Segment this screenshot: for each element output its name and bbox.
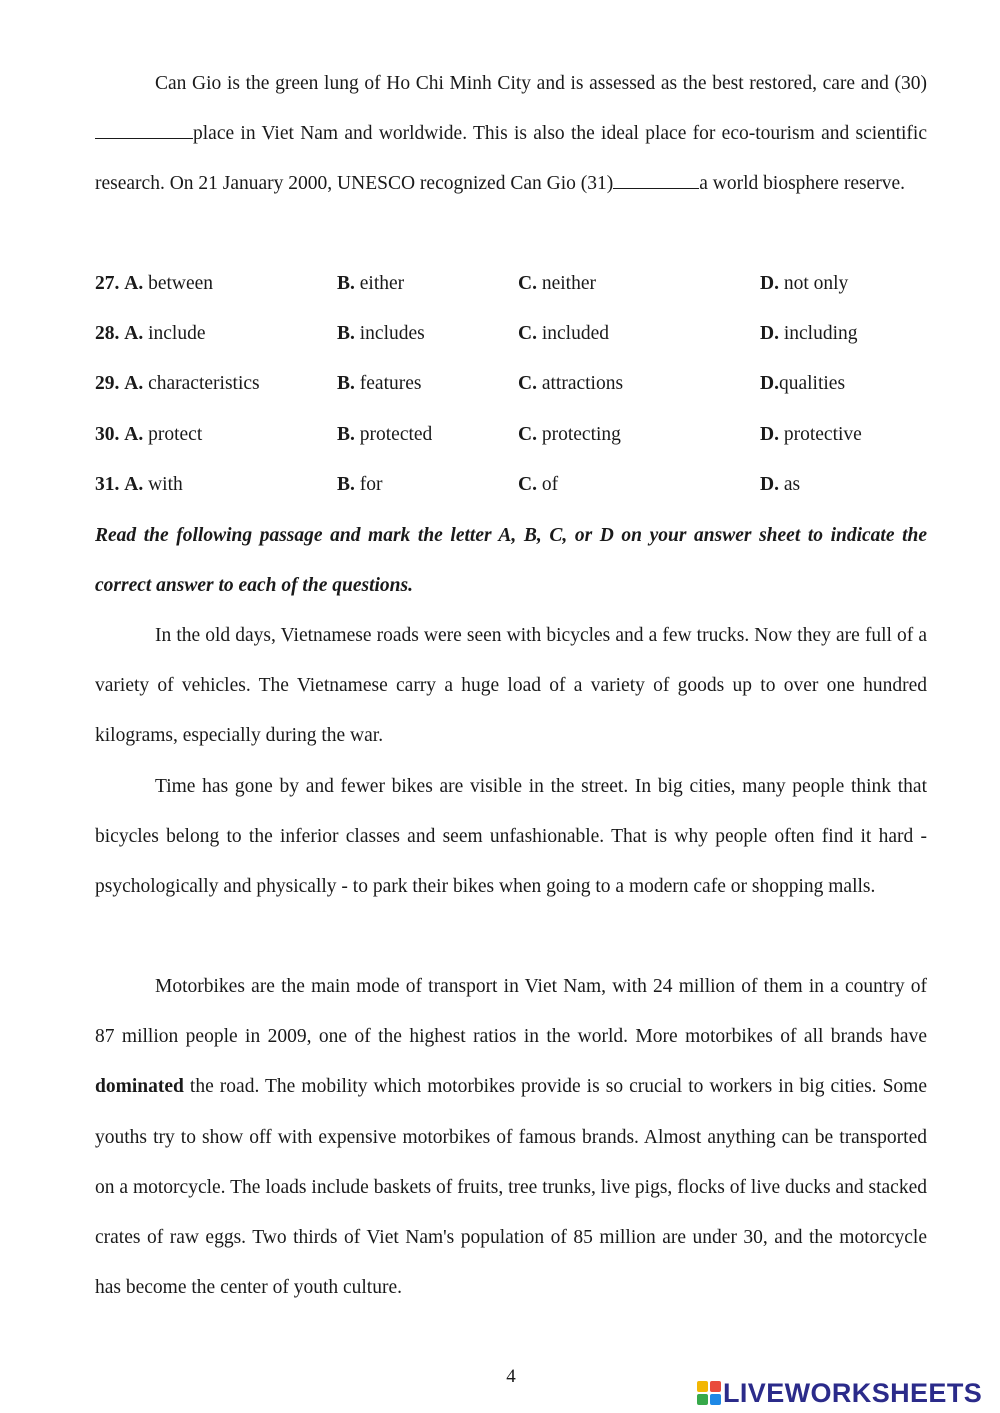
option-text: characteristics bbox=[148, 373, 260, 395]
paragraph-text: Time has gone by and fewer bikes are visible in the street. In big cities, many people think that bicycles belong to the inferior classes and seem unfashionable. That is why people often find it hard - psychologically and physically - to park their bikes when going to a modern cafe or shopping malls. bbox=[95, 776, 927, 898]
reading-instruction: Read the following passage and mark the letter A, B, C, or D on your answer sheet to indicate the correct answer to each of the questions. bbox=[95, 525, 927, 597]
option-d[interactable] bbox=[760, 359, 845, 409]
option-text: for bbox=[359, 473, 383, 495]
option-b[interactable] bbox=[337, 309, 425, 359]
passage-text: a world biosphere reserve. bbox=[699, 173, 905, 195]
option-text: include bbox=[148, 323, 206, 345]
question-number: 29. bbox=[95, 373, 120, 395]
logo-square bbox=[697, 1394, 708, 1405]
option-text: not only bbox=[783, 273, 849, 294]
paragraph-text: Motorbikes are the main mode of transport in Viet Nam, with 24 million of them in a country of 87 million people in 2009, one of the highest ratios in the world. More motorbikes of all brands have bbox=[95, 976, 927, 1048]
option-letter: C. bbox=[518, 473, 537, 495]
option-c[interactable] bbox=[518, 460, 558, 510]
option-a[interactable] bbox=[95, 309, 206, 359]
option-text: of bbox=[541, 473, 559, 495]
option-letter: B. bbox=[337, 373, 355, 395]
option-d[interactable] bbox=[760, 259, 848, 309]
option-text: protective bbox=[783, 423, 862, 445]
option-text: either bbox=[359, 273, 405, 294]
option-letter: C. bbox=[518, 273, 537, 294]
option-letter: B. bbox=[337, 273, 355, 294]
question-row bbox=[95, 309, 927, 359]
passage-text: and (30) bbox=[860, 73, 928, 94]
passage-text: place in Viet Nam and worldwide. This is also the ideal place for eco-tourism and scientific research. On 21 January 2000, UNESCO recognized Can Gio bbox=[95, 123, 927, 195]
option-text: features bbox=[359, 373, 422, 395]
option-letter: B. bbox=[337, 323, 355, 345]
paragraph-text: In the old days, Vietnamese roads were seen with bicycles and a few trucks. Now they are full of a variety of vehicles. The Vietnamese carry a huge load of a variety of goods up to over one hundred kilograms, especially during the war. bbox=[95, 625, 927, 747]
option-text: between bbox=[148, 273, 214, 294]
option-text: neither bbox=[541, 273, 596, 294]
question-number: 28. bbox=[95, 323, 120, 345]
option-text: including bbox=[783, 323, 858, 345]
option-letter: D. bbox=[760, 473, 779, 495]
highlighted-word: dominated bbox=[95, 1076, 184, 1098]
option-a[interactable] bbox=[95, 410, 202, 460]
option-a[interactable] bbox=[95, 359, 260, 409]
passage-text: (31) bbox=[580, 173, 614, 195]
question-row bbox=[95, 359, 927, 409]
option-letter: A. bbox=[124, 423, 144, 445]
option-letter: C. bbox=[518, 423, 537, 445]
blank-30[interactable] bbox=[95, 121, 193, 139]
option-letter: A. bbox=[124, 273, 144, 294]
passage-paragraph-2 bbox=[95, 762, 927, 913]
option-text: protected bbox=[359, 423, 433, 445]
option-a[interactable] bbox=[95, 460, 183, 510]
passage-paragraph-3 bbox=[95, 962, 927, 1313]
option-c[interactable] bbox=[518, 259, 596, 309]
option-text: protect bbox=[148, 423, 203, 445]
question-number: 31. bbox=[95, 473, 120, 495]
passage-line: Can Gio is the green lung of Ho Chi Minh City and is assessed as the best restored, care bbox=[155, 73, 856, 94]
option-text: included bbox=[541, 323, 609, 345]
question-row bbox=[95, 410, 927, 460]
option-text: attractions bbox=[541, 373, 624, 395]
option-d[interactable] bbox=[760, 309, 858, 359]
passage-can-gio bbox=[95, 59, 927, 210]
logo-text: LIVEWORKSHEETS bbox=[723, 1378, 983, 1408]
logo-square bbox=[697, 1381, 708, 1392]
option-d[interactable] bbox=[760, 410, 862, 460]
option-text: protecting bbox=[541, 423, 621, 445]
logo-squares-icon bbox=[697, 1381, 721, 1405]
option-c[interactable] bbox=[518, 309, 609, 359]
logo-square bbox=[710, 1381, 721, 1392]
question-row bbox=[95, 259, 927, 309]
option-letter: D. bbox=[760, 373, 779, 395]
option-b[interactable] bbox=[337, 460, 383, 510]
option-d[interactable] bbox=[760, 460, 800, 510]
option-b[interactable] bbox=[337, 259, 404, 309]
logo-square bbox=[710, 1394, 721, 1405]
option-letter: D. bbox=[760, 423, 779, 445]
option-letter: A. bbox=[124, 323, 144, 345]
option-letter: A. bbox=[124, 473, 144, 495]
option-text: as bbox=[783, 473, 801, 495]
question-row bbox=[95, 460, 927, 510]
option-text: includes bbox=[359, 323, 425, 345]
option-b[interactable] bbox=[337, 359, 421, 409]
option-letter: A. bbox=[124, 373, 144, 395]
passage-paragraph-1 bbox=[95, 611, 927, 762]
page-number: 4 bbox=[506, 1366, 516, 1387]
paragraph-text: the road. The mobility which motorbikes provide is so crucial to workers in big cities. Some youths try to show off with expensive motorbikes of famous brands. Almost anything can be transported on a motorcycle. The loads include baskets of fruits, tree trunks, live pigs, flocks of live ducks and stacked crates of raw eggs. Two thirds of Viet Nam's population of 85 million are under 30, and the motorcycle has become the center of youth culture. bbox=[95, 1076, 928, 1299]
option-letter: B. bbox=[337, 473, 355, 495]
option-c[interactable] bbox=[518, 410, 621, 460]
option-c[interactable] bbox=[518, 359, 623, 409]
option-letter: D. bbox=[760, 323, 779, 345]
option-letter: B. bbox=[337, 423, 355, 445]
option-letter: C. bbox=[518, 323, 537, 345]
option-letter: D. bbox=[760, 273, 779, 294]
option-letter: C. bbox=[518, 373, 537, 395]
liveworksheets-logo[interactable] bbox=[697, 1378, 982, 1408]
question-number: 30. bbox=[95, 423, 120, 445]
option-text: with bbox=[148, 473, 183, 495]
option-a[interactable] bbox=[95, 259, 213, 309]
question-number: 27. bbox=[95, 273, 120, 294]
blank-31[interactable] bbox=[613, 171, 699, 189]
option-text: qualities bbox=[778, 373, 846, 395]
option-b[interactable] bbox=[337, 410, 432, 460]
